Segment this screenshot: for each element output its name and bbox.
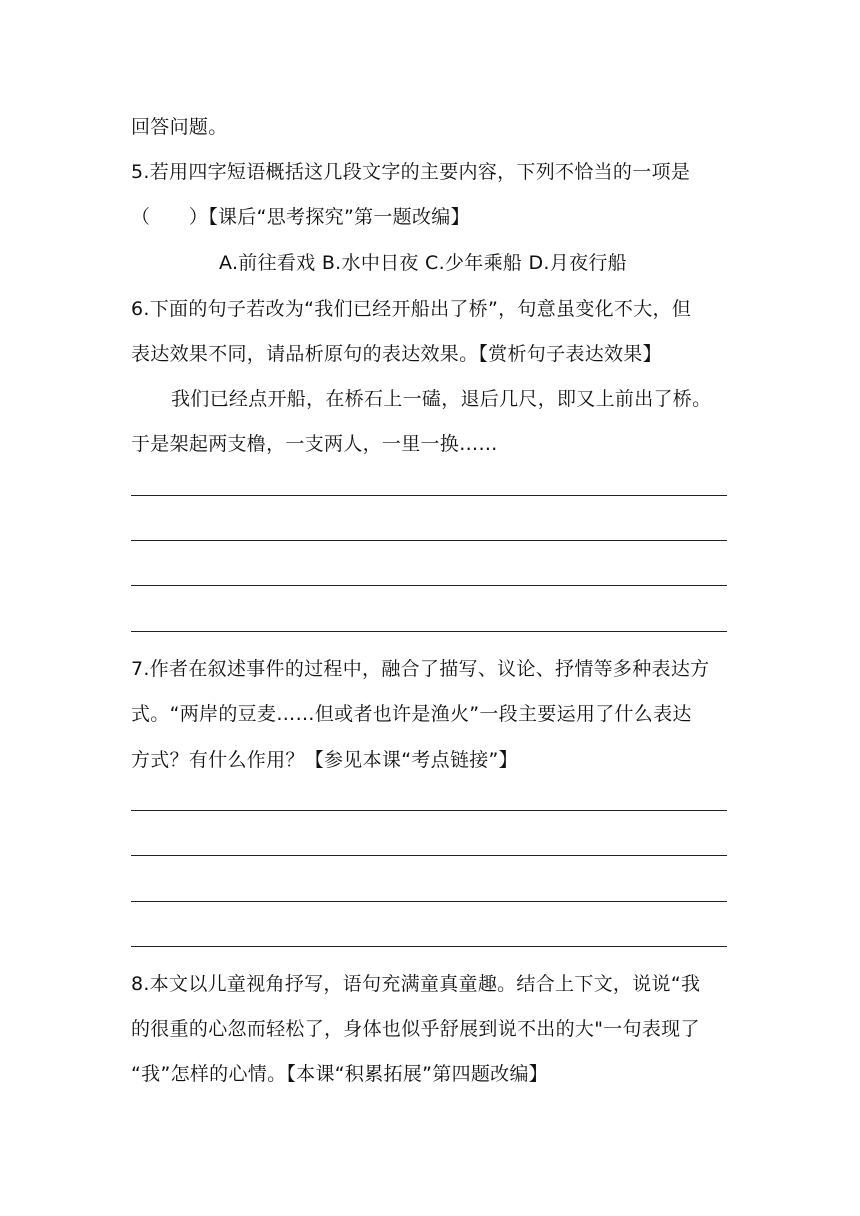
q7-answer-line-2[interactable] bbox=[131, 855, 727, 856]
q6-quote-line-2: 于是架起两支橹，一支两人，一里一换…… bbox=[131, 433, 498, 455]
q7-line-3: 方式？有什么作用？【参见本课“考点链接”】 bbox=[131, 749, 518, 771]
q6-line-1: 6.下面的句子若改为“我们已经开船出了桥”，句意虽变化不大，但 bbox=[131, 298, 692, 320]
q6-quote-line-1: 我们已经点开船，在桥石上一磕，退后几尺，即又上前出了桥。 bbox=[171, 388, 712, 410]
q6-answer-line-3[interactable] bbox=[131, 585, 727, 586]
q5-choices: A.前往看戏 B.水中日夜 C.少年乘船 D.月夜行船 bbox=[219, 252, 627, 274]
q6-line-2: 表达效果不同，请品析原句的表达效果。【赏析句子表达效果】 bbox=[131, 343, 662, 365]
q5-line-2: （ ）【课后“思考探究”第一题改编】 bbox=[131, 206, 470, 228]
q6-answer-line-1[interactable] bbox=[131, 495, 727, 496]
q6-answer-line-2[interactable] bbox=[131, 540, 727, 541]
q8-line-3: “我”怎样的心情。【本课“积累拓展”第四题改编】 bbox=[131, 1063, 549, 1085]
intro-tail-text: 回答问题。 bbox=[131, 116, 228, 138]
q7-answer-line-3[interactable] bbox=[131, 901, 727, 902]
q7-line-1: 7.作者在叙述事件的过程中，融合了描写、议论、抒情等多种表达方 bbox=[131, 658, 710, 680]
q8-line-1: 8.本文以儿童视角抒写，语句充满童真童趣。结合上下文，说说“我 bbox=[131, 973, 701, 995]
q7-answer-line-1[interactable] bbox=[131, 810, 727, 811]
q6-answer-line-4[interactable] bbox=[131, 631, 727, 632]
q8-line-2: 的很重的心忽而轻松了，身体也似乎舒展到说不出的大"一句表现了 bbox=[131, 1018, 700, 1040]
q5-line-1: 5.若用四字短语概括这几段文字的主要内容，下列不恰当的一项是 bbox=[131, 161, 691, 183]
q7-line-2: 式。“两岸的豆麦……但或者也许是渔火”一段主要运用了什么表达 bbox=[131, 703, 692, 725]
q7-answer-line-4[interactable] bbox=[131, 946, 727, 947]
